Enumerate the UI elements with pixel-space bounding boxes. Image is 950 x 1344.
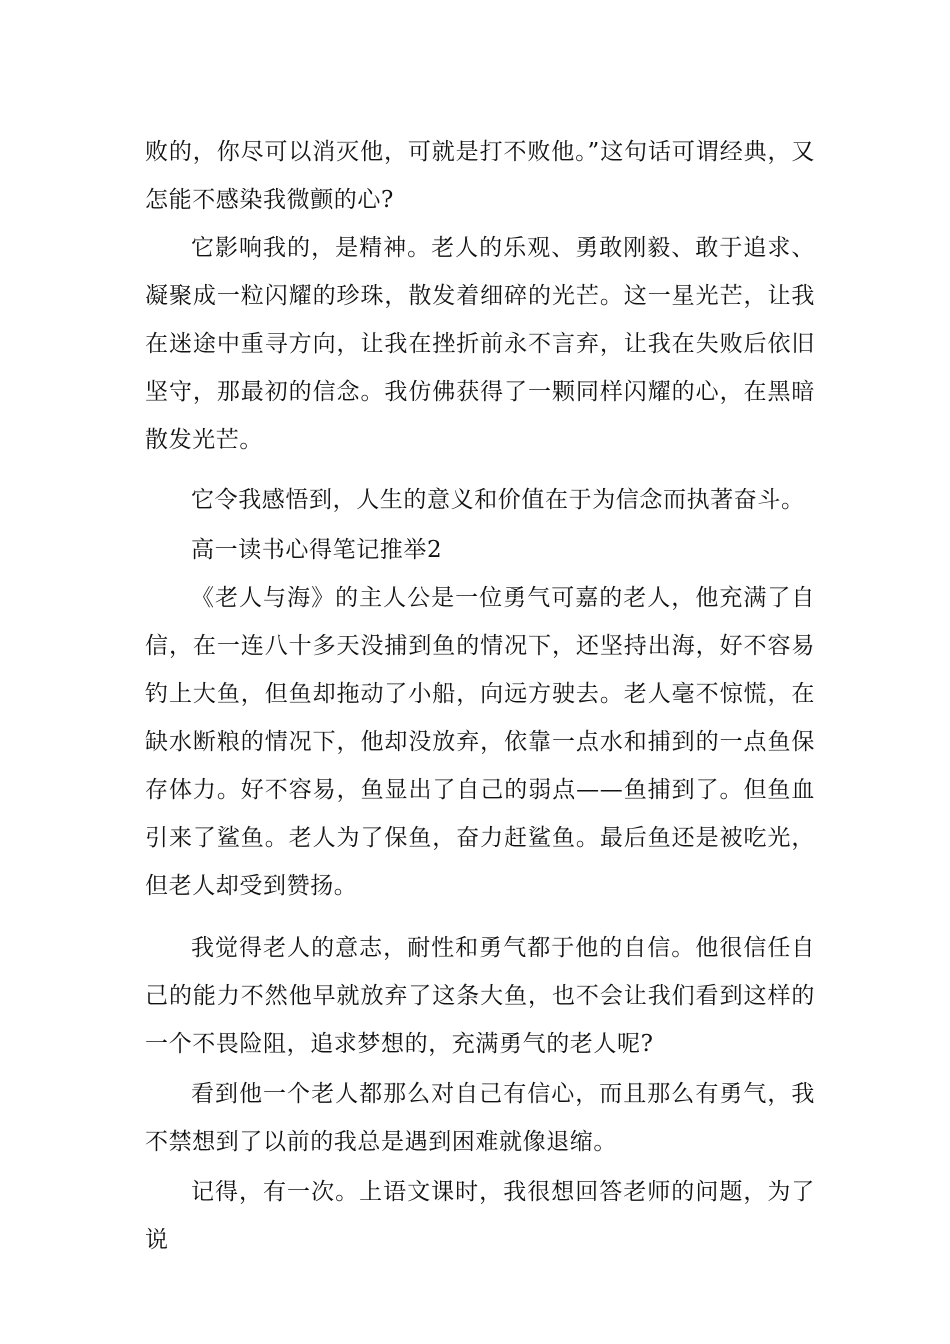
paragraph-meaning: 它令我感悟到，人生的意义和价值在于为信念而执著奋斗。 <box>191 487 805 513</box>
paragraph-confidence: 我觉得老人的意志，耐性和勇气都于他的自信。他很信任自己的能力不然他早就放弃了这条大鱼，也不会让我们看到这样的一个不畏险阻，追求梦想的，充满勇气的老人呢? <box>145 935 815 1057</box>
paragraph-memory: 记得，有一次。上语文课时，我很想回答老师的问题，为了说 <box>145 1179 815 1253</box>
paragraph-spirit: 它影响我的，是精神。老人的乐观、勇敢刚毅、敢于追求、凝聚成一粒闪耀的珍珠，散发着细碎的光芒。这一星光芒，让我在迷途中重寻方向，让我在挫折前永不言弃，让我在失败后依旧坚守，那最初的信念。我仿佛获得了一颗同样闪耀的心，在黑暗散发光芒。 <box>145 235 815 453</box>
paragraph-continuation: 败的，你尽可以消灭他，可就是打不败他。”这句话可谓经典，又怎能不感染我微颤的心? <box>145 139 815 213</box>
paragraph-story: 《老人与海》的主人公是一位勇气可嘉的老人，他充满了自信，在一连八十多天没捕到鱼的情况下，还坚持出海，好不容易钓上大鱼，但鱼却拖动了小船，向远方驶去。老人毫不惊慌，在缺水断粮的情况下，他却没放弃，依靠一点水和捕到的一点鱼保存体力。好不容易，鱼显出了自己的弱点——鱼捕到了。但鱼血引来了鲨鱼。老人为了保鱼，奋力赶鲨鱼。最后鱼还是被吃光，但老人却受到赞扬。 <box>145 585 815 899</box>
section-heading: 高一读书心得笔记推举2 <box>191 537 443 563</box>
paragraph-reflection: 看到他一个老人都那么对自己有信心，而且那么有勇气，我不禁想到了以前的我总是遇到困难就像退缩。 <box>145 1081 815 1155</box>
